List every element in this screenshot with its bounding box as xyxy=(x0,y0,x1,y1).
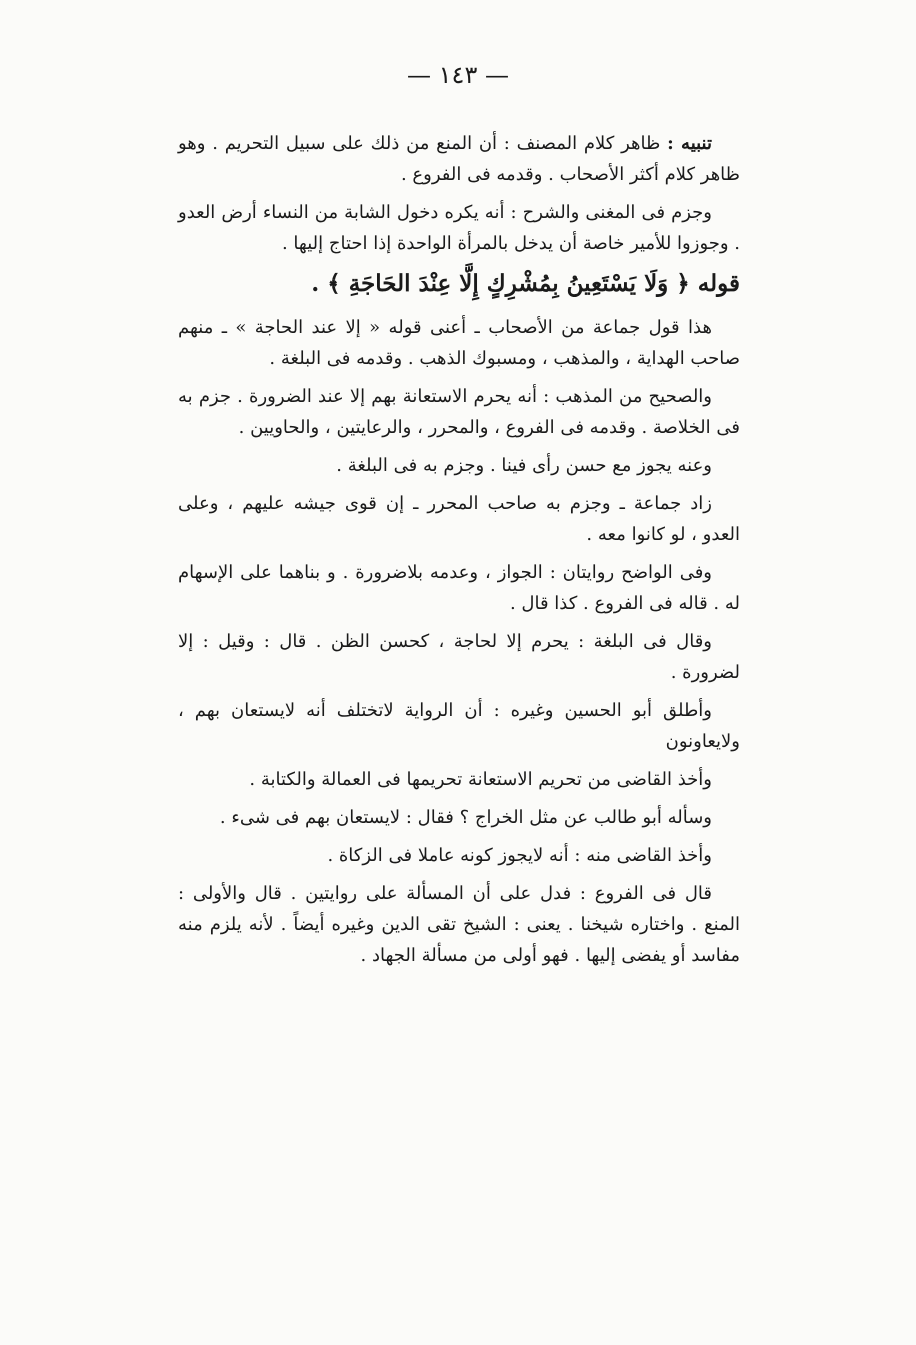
paragraph-8: وقال فى البلغة : يحرم إلا لحاجة ، كحسن الظن . قال : وقيل : إلا لضرورة . xyxy=(178,631,740,683)
page-number: — ١٤٣ — xyxy=(407,61,509,89)
paragraph-note xyxy=(178,128,740,190)
note-text: ظاهر كلام المصنف : أن المنع من ذلك على سبيل التحريم . وهو ظاهر كلام أكثر الأصحاب . وقدمه فى الفروع . xyxy=(178,133,740,185)
paragraph-2: وجزم فى المغنى والشرح : أنه يكره دخول الشابة من النساء أرض العدو . وجوزوا للأمير خاصة أن يدخل بالمرأة الواحدة إذا احتاج إليها . xyxy=(178,202,740,254)
paragraph-12: وأخذ القاضى منه : أنه لايجوز كونه عاملا فى الزكاة . xyxy=(327,845,712,866)
paragraph-10: وأخذ القاضى من تحريم الاستعانة تحريمها فى العمالة والكتابة . xyxy=(249,769,712,790)
note-lead: تنبيه : xyxy=(667,133,713,154)
paragraph-9: وأطلق أبو الحسين وغيره : أن الرواية لاتختلف أنه لايستعان بهم ، ولايعاونون xyxy=(178,700,740,752)
paragraph-3: هذا قول جماعة من الأصحاب ـ أعنى قوله « إلا عند الحاجة » ـ منهم صاحب الهداية ، والمذهب ، ومسبوك الذهب . وقدمه فى البلغة . xyxy=(178,317,740,369)
body-text xyxy=(178,128,740,978)
paragraph-6: زاد جماعة ـ وجزم به صاحب المحرر ـ إن قوى جيشه عليهم ، وعلى العدو ، لو كانوا معه . xyxy=(178,493,740,545)
paragraph-4: والصحيح من المذهب : أنه يحرم الاستعانة بهم إلا عند الضرورة . جزم به فى الخلاصة . وقدمه فى الفروع ، والمحرر ، والرعايتين ، والحاويين . xyxy=(178,386,740,438)
paragraph-7: وفى الواضح روايتان : الجواز ، وعدمه بلاضرورة . و بناهما على الإسهام له . قاله فى الفروع . كذا قال . xyxy=(178,562,740,614)
paragraph-13: قال فى الفروع : فدل على أن المسألة على روايتين . قال والأولى : المنع . واختاره شيخنا . يعنى : الشيخ تقى الدين وغيره أيضاً . لأنه يلزم منه مفاسد أو يفضى إليها . فهو أولى من مسألة الجهاد . xyxy=(178,883,740,966)
paragraph-11: وسأله أبو طالب عن مثل الخراج ؟ فقال : لايستعان بهم فى شىء . xyxy=(219,807,712,828)
section-heading: قوله ﴿ وَلَا يَسْتَعِينُ بِمُشْرِكٍ إِلَّا عِنْدَ الحَاجَةِ ﴾ . xyxy=(311,270,740,297)
paragraph-5: وعنه يجوز مع حسن رأى فينا . وجزم به فى البلغة . xyxy=(336,455,712,476)
